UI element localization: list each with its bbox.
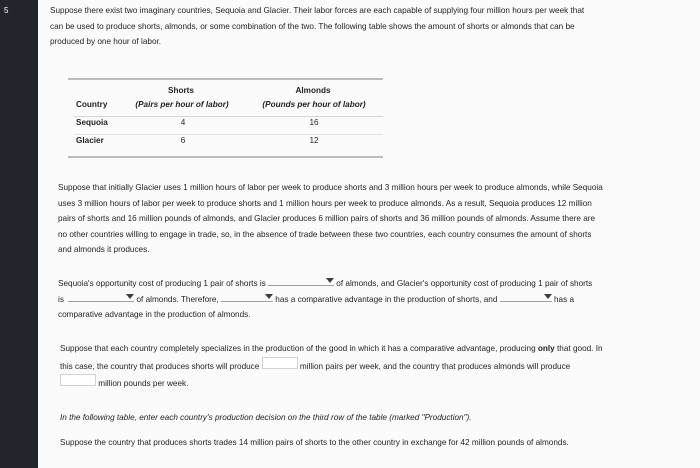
row-rule	[74, 134, 383, 135]
row-country: Glacier	[76, 136, 104, 145]
trade-paragraph: Suppose the country that produces shorts trades 14 million pairs of shorts to the other country in exchange for 42 million pounds of almonds.	[60, 438, 569, 447]
scenario-line: Suppose that initially Glacier uses 1 million hours of labor per week to produce shorts and 3 million hours per week to produce almonds, while Sequoia	[58, 183, 603, 192]
intro-line: can be used to produce shorts, almonds, or some combination of the two. The following table shows the amount of shorts or almonds that can be	[50, 21, 575, 31]
oc-text: has a	[553, 294, 574, 304]
scenario-line: and almonds it produces.	[58, 245, 150, 254]
oc-text: Sequoia's opportunity cost of producing 1 pair of shorts is	[58, 279, 266, 288]
oc-text: has a comparative advantage in the production of shorts, and	[275, 294, 498, 304]
spec-text: million pairs per week, and the country that produces almonds will produce	[299, 361, 571, 371]
header-shorts: Shorts	[168, 86, 194, 95]
left-sidebar	[0, 0, 38, 468]
row-shorts-value: 4	[180, 118, 186, 127]
productivity-table	[68, 78, 383, 158]
intro-line: produced by one hour of labor.	[50, 37, 162, 46]
oc-text: is	[58, 294, 64, 304]
chevron-down-icon	[126, 294, 134, 299]
almonds-advantage-dropdown[interactable]	[500, 292, 552, 302]
header-almonds-unit: (Pounds per hour of labor)	[262, 100, 366, 109]
chevron-down-icon	[265, 294, 273, 299]
header-country: Country	[76, 100, 108, 109]
scenario-paragraph	[58, 180, 688, 258]
spec-text: million pounds per week.	[98, 379, 189, 388]
almonds-quantity-input[interactable]	[60, 374, 96, 386]
sequoia-oc-dropdown[interactable]	[268, 276, 334, 286]
header-almonds: Almonds	[295, 86, 331, 95]
oc-text: of almonds, and Glacier's opportunity cost of producing 1 pair of shorts	[336, 279, 593, 288]
oc-text: of almonds. Therefore,	[136, 294, 219, 304]
table-top-rule	[68, 78, 383, 80]
chevron-down-icon	[544, 294, 552, 299]
chevron-down-icon	[326, 278, 334, 283]
row-country: Sequoia	[76, 118, 108, 127]
shorts-advantage-dropdown[interactable]	[221, 292, 273, 302]
spec-emphasis: only	[537, 344, 555, 353]
opportunity-cost-paragraph	[58, 276, 688, 323]
glacier-oc-dropdown[interactable]	[68, 292, 134, 302]
specialization-paragraph	[60, 341, 690, 392]
table-bottom-rule	[68, 156, 383, 158]
oc-text: comparative advantage in the production of almonds.	[58, 310, 251, 319]
row-almonds-value: 16	[309, 118, 319, 127]
spec-text: that good. In	[554, 344, 603, 353]
scenario-line: pairs of shorts and 16 million pounds of almonds, and Glacier produces 6 million pairs of shorts and 36 million pounds of almonds. Assume there are	[58, 214, 596, 223]
spec-text: this case, the country that produces shorts will produce	[60, 361, 260, 371]
row-almonds-value: 12	[309, 136, 319, 145]
question-number: 5	[4, 6, 9, 15]
intro-line: Suppose there exist two imaginary countries, Sequoia and Glacier. Their labor forces are each capable of supplying four million hours per week that	[50, 6, 585, 15]
spec-text: Suppose that each country completely specializes in the production of the good in which it has a comparative advantage, producing	[60, 344, 538, 353]
row-shorts-value: 6	[180, 136, 186, 145]
table-row	[68, 136, 383, 152]
intro-paragraph	[50, 3, 690, 50]
header-rule	[74, 116, 383, 117]
table-row	[68, 118, 383, 134]
scenario-line: uses 3 million hours of labor per week to produce shorts and 1 million hours per week to produce almonds. As a result, Sequoia produces 12 million	[58, 198, 592, 208]
header-shorts-unit: (Pairs per hour of labor)	[135, 100, 229, 109]
shorts-quantity-input[interactable]	[262, 357, 298, 369]
question-page	[38, 0, 700, 468]
scenario-line: no other countries willing to engage in trade, so, in the absence of trade between these two countries, each country consumes the amount of shorts	[58, 229, 592, 239]
table-instruction: In the following table, enter each country's production decision on the third row of the table (marked "Production").	[60, 413, 472, 422]
